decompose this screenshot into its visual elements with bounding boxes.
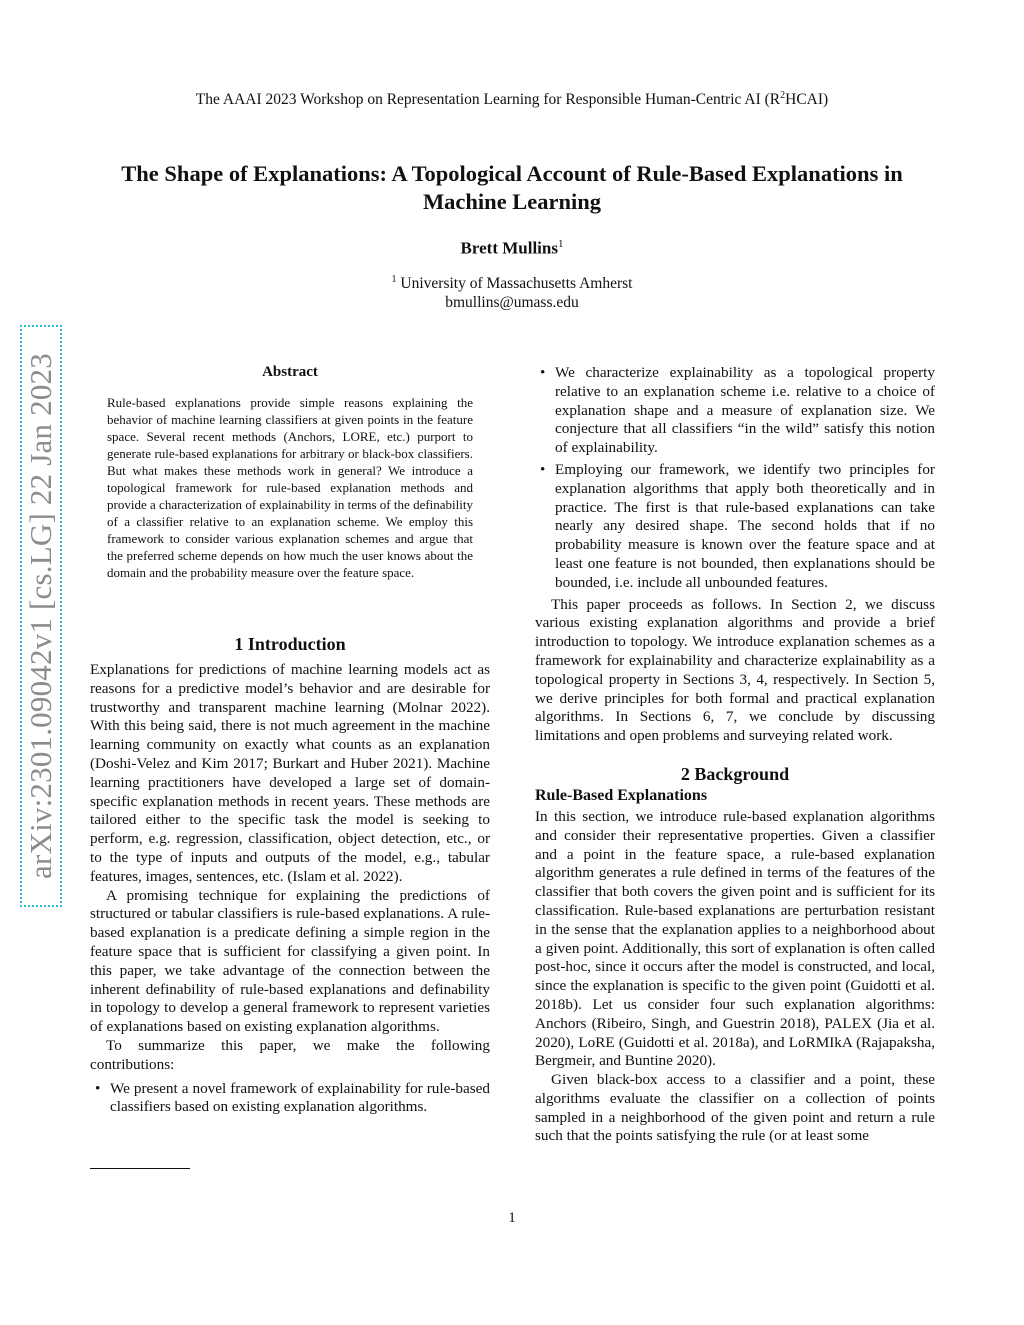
contributions-list-continued <box>535 364 935 593</box>
author-name: Brett Mullins$^1$ <box>460 238 564 258</box>
arxiv-stamp: arXiv:2301.09042v1 [cs.LG] 22 Jan 2023 <box>20 325 62 907</box>
section-heading-background: 2 Background <box>680 763 790 784</box>
contributions-list <box>90 1080 490 1118</box>
subsection-heading-rule-based: Rule-Based Explanations <box>535 786 708 804</box>
right-column <box>535 364 935 1146</box>
intro-paragraph: A promising technique for explaining the predictions of structured or tabular classifiers is rule-based explanations. A rule-based explanation is a predicate defining a simple region in the feature space that is sufficient for classifying a given point. In this paper, we take advantage of the connection between the inherent definability of rule-based explanations and definability in topology to develop a general framework to represent varieties of explanations based on existing explanation algorithms. <box>90 886 490 1036</box>
list-item: • We characterize explainability as a topological property relative to an explanation scheme i.e. relative to a choice of explanation shape and a measure of explanation size. We conjecture that all classifiers “in the wild” satisfy this notion of explainability. <box>535 364 935 458</box>
background-paragraph: In this section, we introduce rule-based explanation algorithms and consider their representative properties. Given a classifier and a point in the feature space, a rule-based explanation algorithm generates a rule defined in terms of the features of the classifier that both covers the given point and is sufficient for its classification. Rule-based explanations are perturbation resistant in the sense that the explanation applies to a neighborhood about a given point. Additionally, this sort of explanation is often called post-hoc, since it occurs after the model is constructed, and local, since the explanation is specific to the given point (Guidotti et al. 2018b). Let us consider four such explanation algorithms: Anchors (Ribeiro, Singh, and Guestrin 2018), PALEX (Jia et al. 2020), LoRE (Guidotti et al. 2018a), and LoRMIkA (Rajapaksha, Bergmeir, and Buntine 2020). <box>535 807 935 1070</box>
list-item: • We present a novel framework of explainability for rule-based classifiers based on existing explanation algorithms. <box>90 1080 490 1118</box>
author-affiliation: $^1$ University of Massachusetts Amherst bmullins@umass.edu <box>0 270 1024 312</box>
background-paragraph: Given black-box access to a classifier and a point, these algorithms evaluate the classifier on a collection of points sampled in a neighborhood of the given point and return a rule such that the points satisfying the rule (or at least some <box>535 1071 935 1145</box>
section-heading-introduction: 1 Introduction <box>234 634 346 654</box>
abstract-heading: Abstract <box>262 364 318 380</box>
abstract-body: Rule-based explanations provide simple reasons explaining the behavior of machine learning classifiers at given points in the feature space. Several recent methods (Anchors, LORE, etc.) purport to generate rule-based explanations for arbitrary or black-box classifiers. But what makes these methods work in general? We introduce a topological framework for rule-based explanation methods and provide a characterization of explainability in terms of the definability of a classifier relative to an explanation scheme. We employ this framework to consider various explanation schemes and argue that the preferred scheme depends on how much the user knows about the domain and the probability measure over the feature space. <box>107 395 473 580</box>
intro-paragraph: Explanations for predictions of machine learning models act as reasons for a predictive model’s behavior and are desirable for trustworthy and transparent machine learning (Molnar 2022). With this being said, there is not much agreement in the machine learning community on exactly what counts as an explanation (Doshi-Velez and Kim 2017; Burkart and Huber 2021). Machine learning practitioners have developed a large set of domain-specific explanation methods in recent years. These methods are tailored either to the specific task the model is seeking to perform, e.g. regression, classification, object detection, etc., or to the type of inputs and outputs of the model, e.g., tabular features, images, sentences, etc. (Islam et al. 2022). <box>90 661 490 885</box>
author-email: bmullins@umass.edu <box>445 294 579 312</box>
footnote-rule <box>90 1168 190 1169</box>
intro-paragraph: To summarize this paper, we make the following contributions: <box>90 1036 490 1073</box>
paper-title: The Shape of Explanations: A Topological Account of Rule-Based Explanations in Machine Learning <box>121 161 903 214</box>
intro-section <box>90 634 490 1120</box>
page-number: 1 <box>508 1210 516 1226</box>
outline-paragraph: This paper proceeds as follows. In Section 2, we discuss various existing explanation algorithms and provide a brief introduction to topology. We introduce explanation schemes as a framework for explainability and characterize explainability as a topological property in Sections 3, 4, respectively. In Section 5, we derive principles for both formal and practical explanation algorithms. In Sections 6, 7, we conclude by discussing limitations and open problems and surveying related work. <box>535 595 935 745</box>
venue-header: The AAAI 2023 Workshop on Representation Learning for Responsible Human-Centric AI $(R^2HCAI)$ <box>195 90 829 109</box>
list-item: • Employing our framework, we identify two principles for explanation algorithms that apply both theoretically and in practice. The first is that rule-based explanations can take nearly any desired shape. The second holds that if no probability measure is known over the feature space and at least one feature is not bounded, then explanations should be bounded, i.e. include all unbounded features. <box>535 461 935 593</box>
